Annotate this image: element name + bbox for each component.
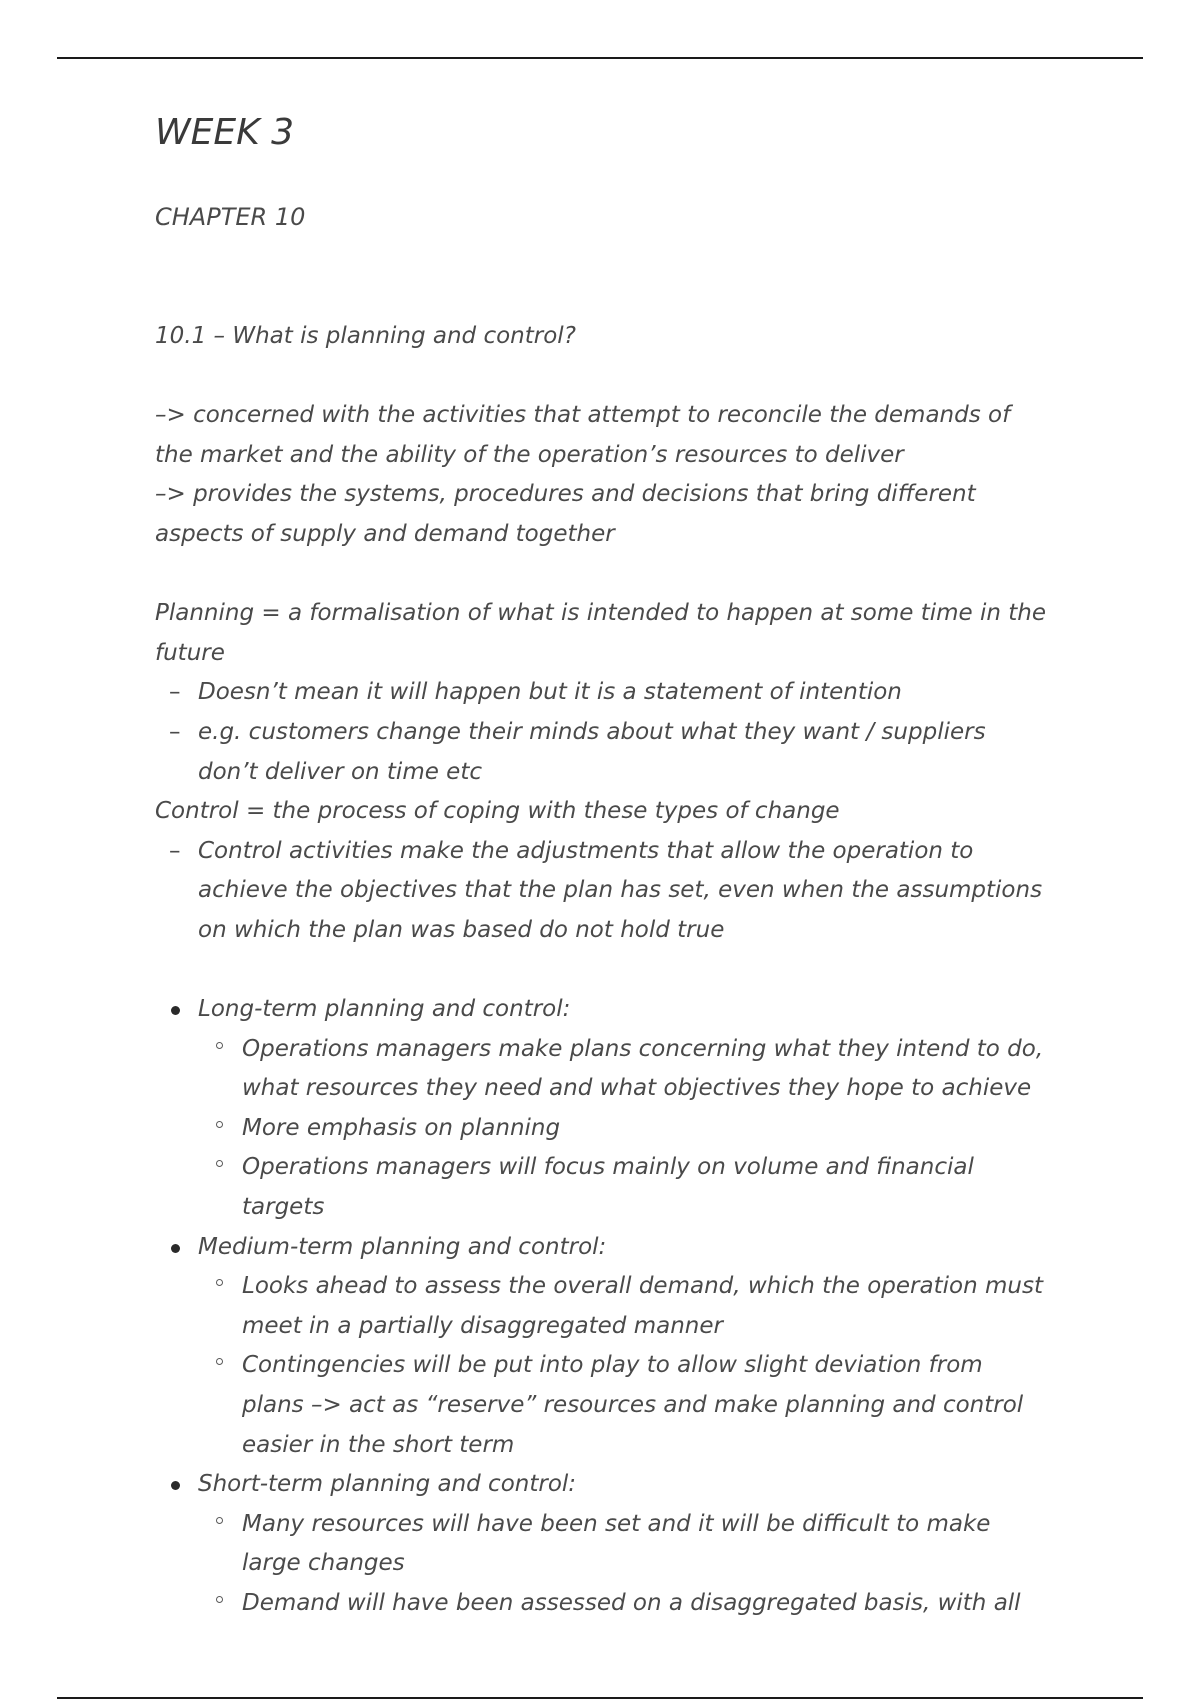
bullet-list-item xyxy=(155,1228,1075,1268)
dash-marker: – xyxy=(169,718,181,745)
bullet-dot-icon xyxy=(171,1481,180,1490)
dash-list-item xyxy=(155,673,1075,713)
bullet-list-item xyxy=(155,1465,1075,1505)
sub-item-text: Demand will have been assessed on a disaggregated basis, with all xyxy=(242,1590,1021,1616)
sub-item-text: Many resources will have been set and it will be difficult to make xyxy=(242,1510,991,1537)
spacer xyxy=(155,357,1075,397)
section-heading: 10.1 – What is planning and control? xyxy=(155,323,576,349)
sub-item-text: Operations managers make plans concerning what they intend to do, xyxy=(242,1035,1044,1062)
bullet-label: Long-term planning and control: xyxy=(198,996,571,1023)
chapter-heading: CHAPTER 10 xyxy=(155,203,306,231)
intro-line: –> concerned with the activities that attempt to reconcile the demands of xyxy=(155,402,1011,429)
hollow-bullet-icon xyxy=(216,1279,223,1286)
sub-list-item xyxy=(155,1346,1075,1465)
sub-item-text: More emphasis on planning xyxy=(242,1114,561,1141)
dash-list-item xyxy=(155,832,1075,951)
bullet-dot-icon xyxy=(171,1006,180,1015)
hollow-bullet-icon xyxy=(216,1042,223,1049)
dash-list-item xyxy=(155,713,1075,792)
sub-item-text: Operations managers will focus mainly on volume and financial xyxy=(242,1154,974,1181)
sub-item-text: large changes xyxy=(242,1550,405,1577)
planning-definition: Planning = a formalisation of what is intended to happen at some time in the xyxy=(155,600,1047,627)
dash-item-text: on which the plan was based do not hold true xyxy=(198,916,725,943)
hollow-bullet-icon xyxy=(216,1358,223,1365)
hollow-bullet-icon xyxy=(216,1121,223,1128)
hollow-bullet-icon xyxy=(216,1160,223,1167)
dash-item-text: Control activities make the adjustments that allow the operation to xyxy=(198,837,974,864)
sub-item-text: easier in the short term xyxy=(242,1431,515,1458)
bottom-rule xyxy=(57,1697,1143,1699)
hollow-bullet-icon xyxy=(216,1517,223,1524)
intro-line: aspects of supply and demand together xyxy=(155,520,615,547)
dash-item-text: don’t deliver on time etc xyxy=(198,758,482,785)
sub-list-item xyxy=(155,1584,1075,1624)
bullet-label: Short-term planning and control: xyxy=(198,1471,577,1498)
sub-item-text: what resources they need and what objectives they hope to achieve xyxy=(242,1075,1032,1102)
dash-marker: – xyxy=(169,837,181,864)
page-title: WEEK 3 xyxy=(155,112,295,153)
sub-list-item xyxy=(155,1109,1075,1149)
sub-list-item xyxy=(155,1030,1075,1109)
sub-item-text: targets xyxy=(242,1194,325,1221)
dash-item-text: achieve the objectives that the plan has set, even when the assumptions xyxy=(198,877,1043,904)
spacer xyxy=(155,951,1075,991)
sub-list-item xyxy=(155,1267,1075,1346)
sub-item-text: plans –> act as “reserve” resources and make planning and control xyxy=(242,1392,1024,1419)
sub-list-item xyxy=(155,1505,1075,1584)
sub-list-item xyxy=(155,1148,1075,1227)
top-rule xyxy=(57,57,1143,59)
bullet-dot-icon xyxy=(171,1244,180,1253)
intro-line: –> provides the systems, procedures and decisions that bring different xyxy=(155,481,976,508)
intro-line: the market and the ability of the operation’s resources to deliver xyxy=(155,441,904,468)
sub-item-text: Looks ahead to assess the overall demand, which the operation must xyxy=(242,1273,1043,1300)
bullet-list-item xyxy=(155,990,1075,1030)
notes-body xyxy=(155,317,1075,1624)
hollow-bullet-icon xyxy=(216,1596,223,1603)
control-definition: Control = the process of coping with these types of change xyxy=(155,798,840,825)
sub-item-text: meet in a partially disaggregated manner xyxy=(242,1312,723,1339)
planning-definition: future xyxy=(155,639,225,666)
bullet-label: Medium-term planning and control: xyxy=(198,1233,607,1260)
dash-marker: – xyxy=(169,679,181,706)
sub-item-text: Contingencies will be put into play to allow slight deviation from xyxy=(242,1352,983,1379)
dash-item-text: Doesn’t mean it will happen but it is a statement of intention xyxy=(198,679,902,706)
spacer xyxy=(155,555,1075,595)
dash-item-text: e.g. customers change their minds about what they want / suppliers xyxy=(198,718,986,745)
